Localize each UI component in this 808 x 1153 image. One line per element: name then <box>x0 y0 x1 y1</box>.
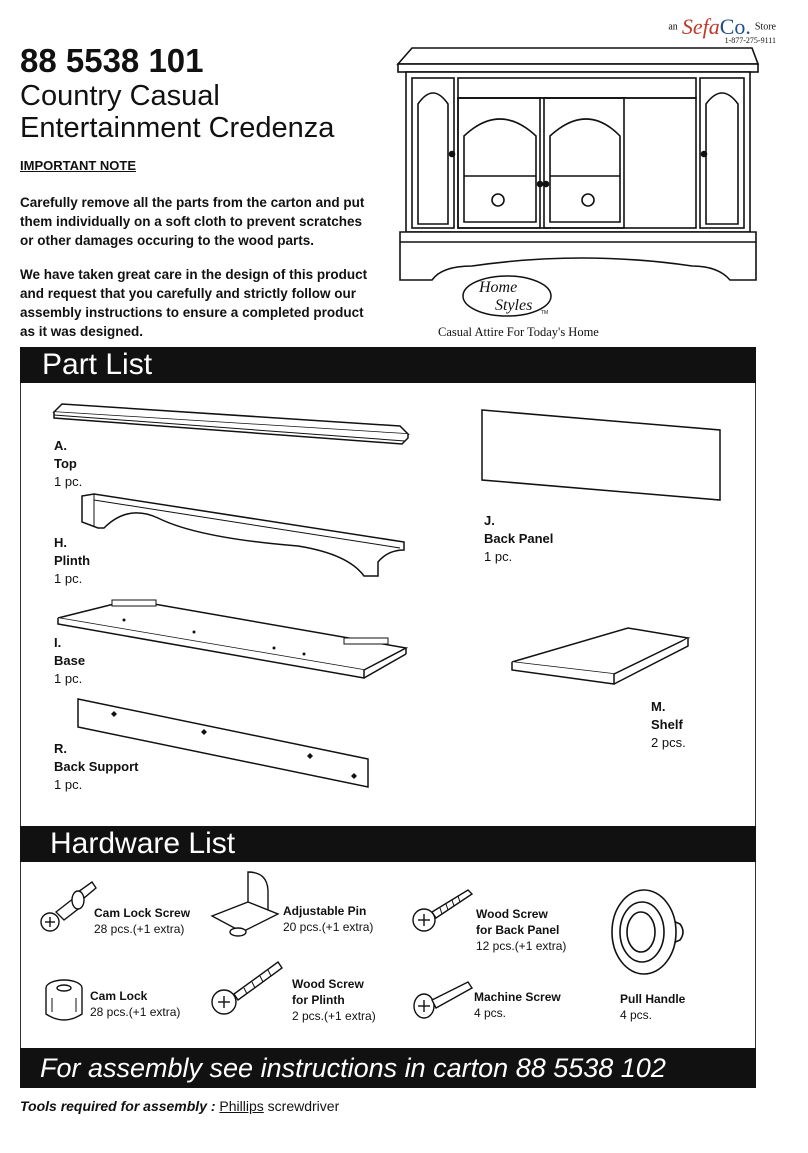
home-styles-tagline: Casual Attire For Today's Home <box>438 325 599 339</box>
svg-text:TM: TM <box>541 310 549 316</box>
hw-machine-screw-label: Machine Screw 4 pcs. <box>474 990 561 1020</box>
hardware-list-heading: Hardware List <box>20 826 756 862</box>
hw-wood-screw-back-panel-label: Wood Screw for Back Panel 12 pcs.(+1 extra) <box>476 907 567 953</box>
cam-lock-icon <box>40 976 92 1026</box>
care-paragraph: Carefully remove all the parts from the carton and put them individually on a soft cloth to prevent scratches or other damages occuring to the wood parts. <box>20 195 365 248</box>
adjustable-pin-icon <box>208 868 282 940</box>
svg-text:Styles: Styles <box>495 297 533 314</box>
sefaco-brand <box>668 14 776 45</box>
model-number: 88 5538 101 <box>20 42 204 79</box>
svg-text:Home: Home <box>479 279 518 296</box>
wood-screw-plinth-icon <box>208 958 284 1020</box>
hw-cam-lock-screw-label: Cam Lock Screw 28 pcs.(+1 extra) <box>94 906 191 936</box>
important-note-heading: IMPORTANT NOTE <box>20 158 137 173</box>
hw-wood-screw-plinth-label: Wood Screw for Plinth 2 pcs.(+1 extra) <box>292 977 376 1023</box>
part-j-label: J. Back Panel 1 pc. <box>484 513 554 564</box>
instructions-paragraph: We have taken great care in the design of this product and request that you carefully and strictly follow our assembly instructions to ensure a completed product as it was designed. <box>20 267 368 339</box>
tool-rest: screwdriver <box>263 1098 340 1114</box>
part-list-heading: Part List <box>20 347 756 383</box>
part-top-drawing <box>50 402 412 450</box>
tool-phillips: Phillips <box>219 1098 264 1114</box>
part-m-label: M. Shelf 2 pcs. <box>651 699 686 750</box>
tools-required <box>20 1098 339 1114</box>
pull-handle-icon <box>604 882 688 982</box>
tools-label: Tools required for assembly : <box>20 1098 216 1114</box>
credenza-illustration <box>392 44 762 304</box>
hw-pull-handle-label: Pull Handle 4 pcs. <box>620 992 686 1022</box>
assembly-note-banner: For assembly see instructions in carton 88 5538 102 <box>20 1048 756 1088</box>
part-base-drawing <box>54 598 410 682</box>
part-a-label: A. Top 1 pc. <box>54 438 83 489</box>
part-back-panel-drawing <box>478 408 724 502</box>
machine-screw-icon <box>410 976 476 1022</box>
part-r-label: R. Back Support 1 pc. <box>54 741 139 792</box>
brand-prefix: an <box>668 21 678 33</box>
part-shelf-drawing <box>508 624 692 686</box>
sefaco-logo: SefaCo. <box>681 14 751 39</box>
hw-cam-lock-label: Cam Lock 28 pcs.(+1 extra) <box>90 989 181 1019</box>
hw-adjustable-pin-label: Adjustable Pin 20 pcs.(+1 extra) <box>283 904 374 934</box>
cam-lock-screw-icon <box>38 878 100 936</box>
part-i-label: I. Base 1 pc. <box>54 635 86 686</box>
home-styles-logo <box>455 268 575 328</box>
part-plinth-drawing <box>78 492 408 582</box>
brand-phone: 1-877-275-9111 <box>724 36 776 45</box>
part-h-label: H. Plinth 1 pc. <box>54 535 91 586</box>
wood-screw-back-panel-icon <box>410 886 476 936</box>
brand-suffix: Store <box>754 21 776 33</box>
product-title: Country Casual Entertainment Credenza <box>20 80 335 144</box>
